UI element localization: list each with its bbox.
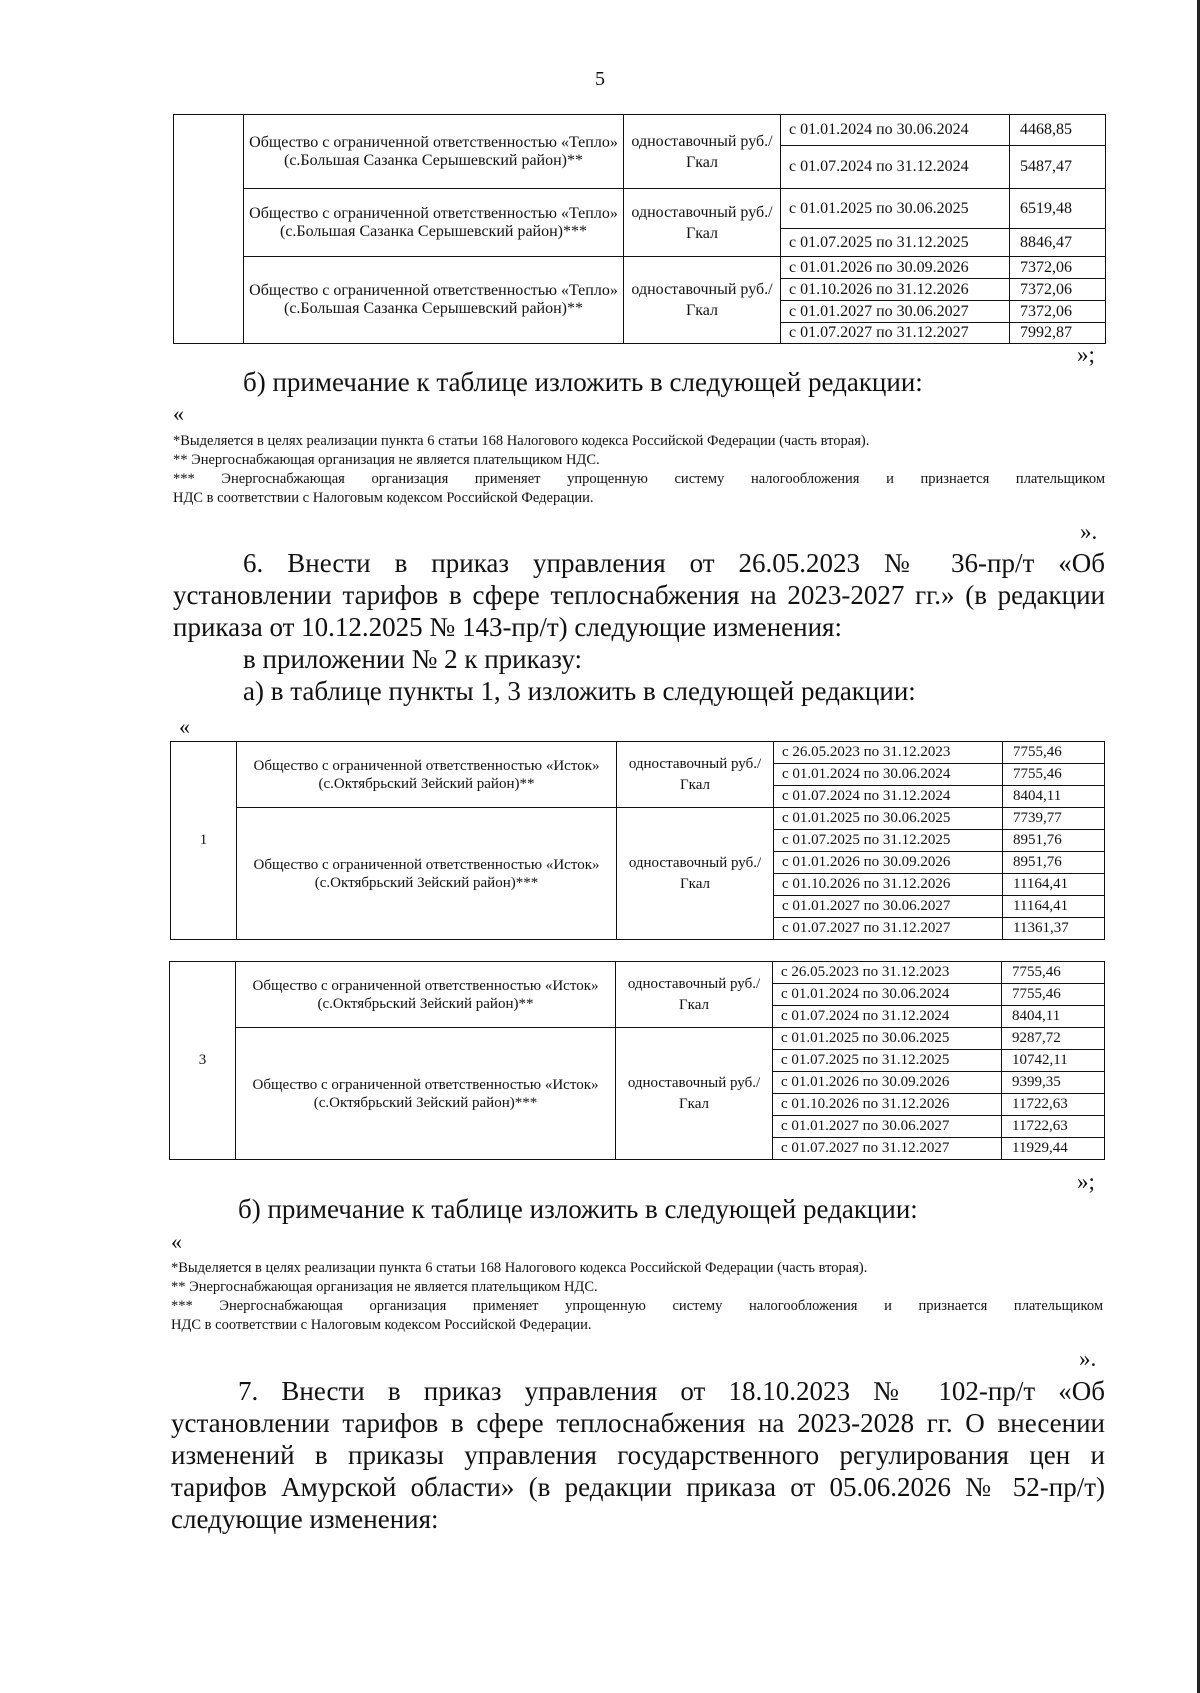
value-cell: 7372,06 — [1010, 279, 1106, 301]
period-cell: с 01.07.2024 по 31.12.2024 — [774, 786, 1003, 808]
note-heading: б) примечание к таблице изложить в следующей редакции: — [238, 1194, 918, 1224]
paragraph-line: установлении тарифов в сфере теплоснабжения на 2023-2028 гг. О внесении — [171, 1408, 1105, 1438]
period-cell: с 01.01.2027 по 30.06.2027 — [781, 301, 1010, 323]
period-cell: с 01.07.2027 по 31.12.2027 — [773, 1138, 1002, 1160]
org-cell: Общество с ограниченной ответственностью «Тепло» (с.Большая Сазанка Серышевский район)*** — [244, 189, 624, 257]
closing-quote: ». — [1079, 1346, 1097, 1371]
note-line: НДС в соответствии с Налоговым кодексом Российской Федерации. — [171, 1317, 592, 1333]
paragraph-line: тарифов Амурской области» (в редакции приказа от 05.06.2026 № 52-пр/т) — [171, 1472, 1105, 1502]
paragraph-line: следующие изменения: — [171, 1504, 439, 1534]
period-cell: с 01.07.2024 по 31.12.2024 — [773, 1006, 1002, 1028]
period-cell: с 01.01.2024 по 30.06.2024 — [781, 115, 1010, 146]
unit-cell: одноставочный руб./Гкал — [617, 808, 774, 940]
paragraph-line: изменений в приказы управления государственного регулирования цен и — [171, 1440, 1105, 1470]
note-line: *Выделяется в целях реализации пункта 6 статьи 168 Налогового кодекса Российской Федерации (часть вторая). — [171, 1260, 868, 1276]
unit-cell: одноставочный руб./Гкал — [616, 1028, 773, 1160]
note-line: ** Энергоснабжающая организация не является плательщиком НДС. — [173, 452, 600, 468]
period-cell: с 01.07.2025 по 31.12.2025 — [773, 1050, 1002, 1072]
tariff-table-item-1 — [170, 741, 1105, 940]
period-cell: с 01.07.2027 по 31.12.2027 — [781, 323, 1010, 344]
value-cell: 7372,06 — [1010, 301, 1106, 323]
note-line: НДС в соответствии с Налоговым кодексом Российской Федерации. — [173, 490, 594, 506]
value-cell: 8404,11 — [1002, 1006, 1105, 1028]
period-cell: с 01.01.2024 по 30.06.2024 — [773, 984, 1002, 1006]
closing-quote: »; — [1077, 1169, 1095, 1194]
paragraph-line: 7. Внести в приказ управления от 18.10.2023 № 102-пр/т «Об — [238, 1376, 1105, 1406]
org-cell: Общество с ограниченной ответственностью «Тепло» (с.Большая Сазанка Серышевский район)** — [244, 257, 624, 344]
period-cell: с 01.01.2027 по 30.06.2027 — [774, 896, 1003, 918]
value-cell: 11929,44 — [1002, 1138, 1105, 1160]
table-row — [170, 1028, 1105, 1050]
opening-quote: « — [179, 714, 190, 739]
closing-quote: ». — [1080, 519, 1098, 544]
period-cell: с 01.10.2026 по 31.12.2026 — [781, 279, 1010, 301]
unit-cell: одноставочный руб./Гкал — [624, 257, 781, 344]
value-cell: 7755,46 — [1003, 764, 1105, 786]
period-cell: с 26.05.2023 по 31.12.2023 — [774, 742, 1003, 764]
value-cell: 11722,63 — [1002, 1116, 1105, 1138]
value-cell: 11361,37 — [1003, 918, 1105, 940]
value-cell: 8951,76 — [1003, 852, 1105, 874]
unit-cell: одноставочный руб./Гкал — [616, 962, 773, 1028]
period-cell: с 01.01.2025 по 30.06.2025 — [773, 1028, 1002, 1050]
value-cell: 4468,85 — [1010, 115, 1106, 146]
value-cell: 5487,47 — [1010, 146, 1106, 189]
opening-quote: « — [171, 1229, 182, 1254]
value-cell: 11164,41 — [1003, 896, 1105, 918]
org-cell: Общество с ограниченной ответственностью «Исток» (с.Октябрьский Зейский район)** — [237, 742, 617, 808]
paragraph-line: приказа от 10.12.2025 № 143-пр/т) следующие изменения: — [173, 612, 842, 642]
period-cell: с 01.01.2024 по 30.06.2024 — [774, 764, 1003, 786]
paragraph-line: 6. Внести в приказ управления от 26.05.2023 № 36-пр/т «Об — [243, 548, 1105, 578]
value-cell: 10742,11 — [1002, 1050, 1105, 1072]
value-cell: 7755,46 — [1002, 962, 1105, 984]
value-cell: 11164,41 — [1003, 874, 1105, 896]
table-row — [174, 115, 1106, 146]
period-cell: с 01.07.2027 по 31.12.2027 — [774, 918, 1003, 940]
value-cell: 7755,46 — [1003, 742, 1105, 764]
period-cell: с 01.10.2026 по 31.12.2026 — [773, 1094, 1002, 1116]
org-cell: Общество с ограниченной ответственностью «Исток» (с.Октябрьский Зейский район)** — [236, 962, 616, 1028]
period-cell: с 01.01.2025 по 30.06.2025 — [781, 189, 1010, 229]
table-row — [174, 257, 1106, 279]
tariff-table-item-3 — [169, 961, 1105, 1160]
table-notes — [173, 432, 1105, 508]
period-cell: с 01.01.2026 по 30.09.2026 — [774, 852, 1003, 874]
item-number-cell: 1 — [171, 742, 237, 940]
tariff-table-continuation — [173, 114, 1106, 344]
value-cell: 8951,76 — [1003, 830, 1105, 852]
note-line: *Выделяется в целях реализации пункта 6 статьи 168 Налогового кодекса Российской Федерации (часть вторая). — [173, 433, 870, 449]
value-cell: 9399,35 — [1002, 1072, 1105, 1094]
value-cell: 7755,46 — [1002, 984, 1105, 1006]
value-cell: 9287,72 — [1002, 1028, 1105, 1050]
table-notes — [171, 1259, 1103, 1335]
paragraph-line: в приложении № 2 к приказу: — [243, 644, 583, 674]
unit-cell: одноставочный руб./Гкал — [624, 115, 781, 189]
item-number-cell — [174, 115, 244, 344]
org-cell: Общество с ограниченной ответственностью «Исток» (с.Октябрьский Зейский район)*** — [236, 1028, 616, 1160]
note-line: ** Энергоснабжающая организация не является плательщиком НДС. — [171, 1279, 598, 1295]
table-row — [174, 189, 1106, 229]
period-cell: с 01.10.2026 по 31.12.2026 — [774, 874, 1003, 896]
page-number: 5 — [595, 68, 605, 90]
org-cell: Общество с ограниченной ответственностью «Тепло» (с.Большая Сазанка Серышевский район)** — [244, 115, 624, 189]
value-cell: 11722,63 — [1002, 1094, 1105, 1116]
value-cell: 8404,11 — [1003, 786, 1105, 808]
period-cell: с 01.07.2024 по 31.12.2024 — [781, 146, 1010, 189]
value-cell: 7992,87 — [1010, 323, 1106, 344]
period-cell: с 01.01.2026 по 30.09.2026 — [781, 257, 1010, 279]
value-cell: 7739,77 — [1003, 808, 1105, 830]
note-heading: б) примечание к таблице изложить в следующей редакции: — [243, 367, 923, 397]
section-7 — [171, 1375, 1105, 1535]
paragraph-line: а) в таблице пункты 1, 3 изложить в следующей редакции: — [243, 676, 916, 706]
item-number-cell: 3 — [170, 962, 236, 1160]
closing-quote: »; — [1077, 342, 1095, 367]
paragraph-line: установлении тарифов в сфере теплоснабжения на 2023-2027 гг.» (в редакции — [173, 580, 1105, 610]
value-cell: 8846,47 — [1010, 229, 1106, 257]
opening-quote: « — [173, 401, 184, 426]
period-cell: с 01.01.2025 по 30.06.2025 — [774, 808, 1003, 830]
org-cell: Общество с ограниченной ответственностью «Исток» (с.Октябрьский Зейский район)*** — [237, 808, 617, 940]
note-line: *** Энергоснабжающая организация применяет упрощенную систему налогообложения и признается плательщиком — [171, 1298, 1103, 1314]
unit-cell: одноставочный руб./Гкал — [617, 742, 774, 808]
section-6 — [173, 547, 1105, 707]
period-cell: с 26.05.2023 по 31.12.2023 — [773, 962, 1002, 984]
table-row — [171, 808, 1105, 830]
period-cell: с 01.07.2025 по 31.12.2025 — [781, 229, 1010, 257]
period-cell: с 01.01.2026 по 30.09.2026 — [773, 1072, 1002, 1094]
value-cell: 7372,06 — [1010, 257, 1106, 279]
period-cell: с 01.07.2025 по 31.12.2025 — [774, 830, 1003, 852]
table-row — [170, 962, 1105, 984]
table-row — [171, 742, 1105, 764]
unit-cell: одноставочный руб./Гкал — [624, 189, 781, 257]
note-line: *** Энергоснабжающая организация применяет упрощенную систему налогообложения и признается плательщиком — [173, 471, 1105, 487]
value-cell: 6519,48 — [1010, 189, 1106, 229]
period-cell: с 01.01.2027 по 30.06.2027 — [773, 1116, 1002, 1138]
